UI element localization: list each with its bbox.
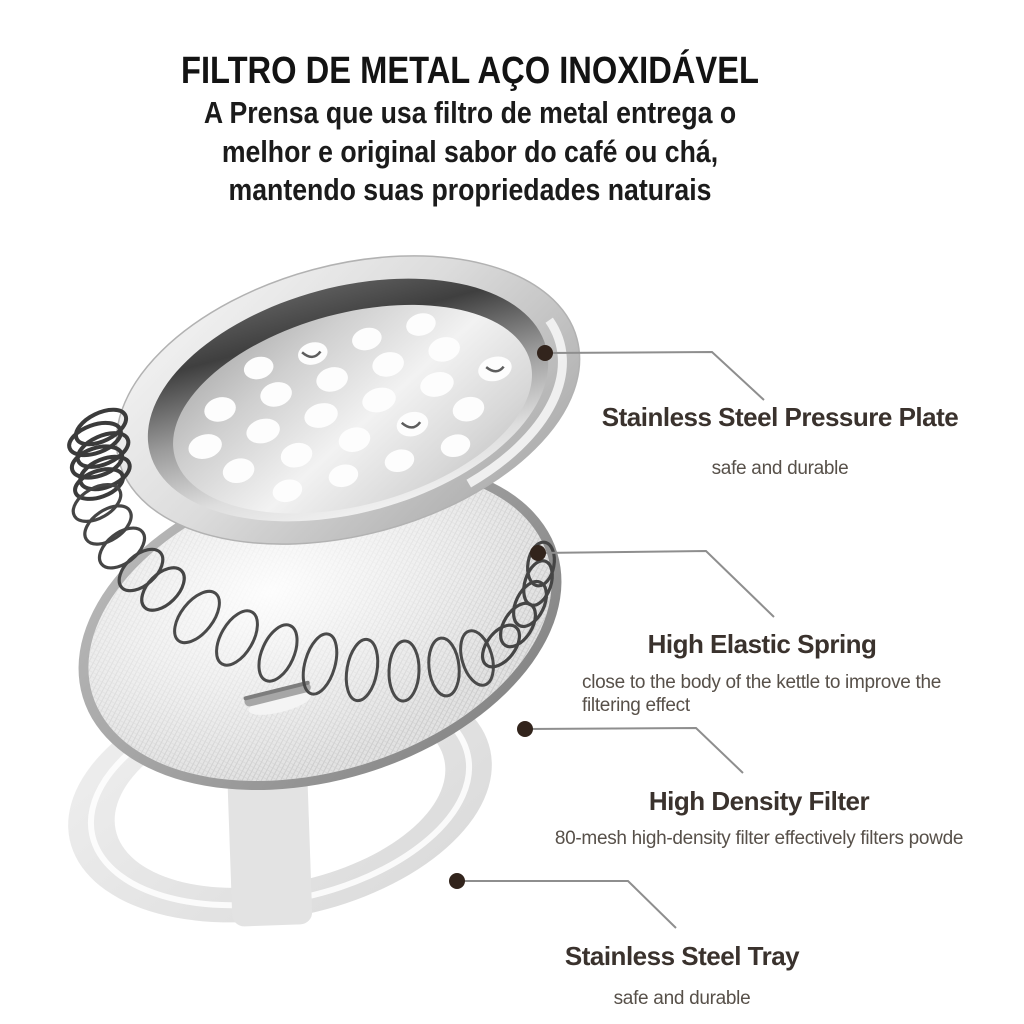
callout-dot-tray: [449, 873, 465, 889]
callout-desc-pressure-plate: safe and durable: [711, 458, 849, 479]
callout-desc-filter: 80-mesh high-density filter effectively filters powde: [554, 828, 964, 849]
callout-desc-spring-line-2: filtering effect: [582, 695, 690, 716]
callout-label-tray: Stainless Steel Tray: [564, 941, 800, 971]
callout-label-spring: High Elastic Spring: [647, 629, 877, 659]
callout-tray: [482, 941, 882, 1010]
callout-filter: [528, 786, 990, 850]
callout-dot-spring: [530, 545, 546, 561]
callout-spring: [562, 629, 962, 717]
header: [66, 48, 874, 210]
page-subtitle: [66, 94, 874, 210]
callout-label-pressure-plate: Stainless Steel Pressure Plate: [601, 402, 959, 432]
subtitle-line-2: melhor e original sabor do café ou chá,: [221, 133, 719, 169]
callout-label-filter: High Density Filter: [648, 786, 870, 816]
subtitle-line-1: A Prensa que usa filtro de metal entrega o: [203, 95, 737, 130]
callout-dot-filter: [517, 721, 533, 737]
callout-desc-spring-line-1: close to the body of the kettle to improve the: [582, 672, 942, 693]
callout-dot-pressure-plate: [537, 345, 553, 361]
subtitle-line-3: mantendo suas propriedades naturais: [228, 172, 712, 207]
callout-pressure-plate: [580, 402, 980, 480]
page-title: FILTRO DE METAL AÇO INOXIDÁVEL: [181, 50, 759, 92]
callout-desc-tray: safe and durable: [613, 988, 751, 1009]
